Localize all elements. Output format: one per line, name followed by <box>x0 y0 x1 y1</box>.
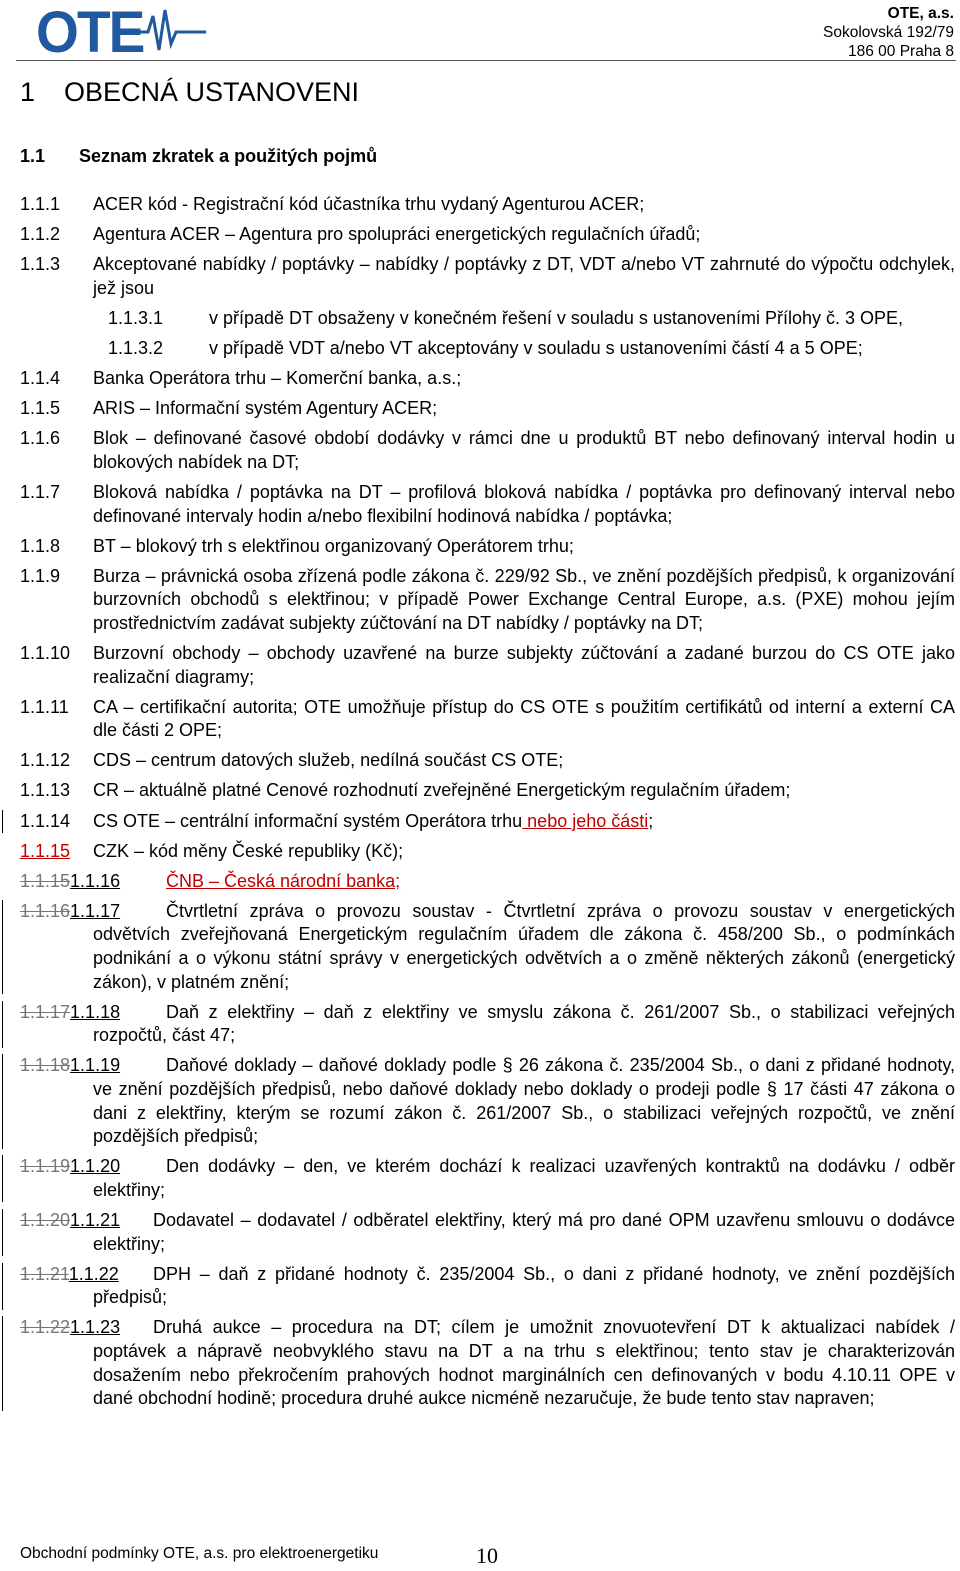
item-text: Daň z elektřiny – daň z elektřiny ve smyslu zákona č. 261/2007 Sb., o stabilizaci veřejných rozpočtů, část 47; <box>93 1001 955 1046</box>
sub-list-item <box>20 307 955 331</box>
section-number: 1 <box>20 77 36 107</box>
svg-text:OTE: OTE <box>36 2 144 58</box>
item-text: Dodavatel – dodavatel / odběratel elektřiny, který má pro dané OPM uzavřenu smlouvu o dodávce elektřiny; <box>93 1209 955 1254</box>
item-number: 1.1.3 <box>20 254 61 275</box>
list-item <box>20 253 955 300</box>
item-text <box>20 870 955 894</box>
section-heading <box>20 76 359 108</box>
inserted-text: nebo jeho části <box>522 810 649 831</box>
list-item <box>20 779 955 803</box>
list-item-revised <box>20 900 955 994</box>
item-number-revised <box>20 1316 120 1340</box>
list-item-revised <box>20 1155 955 1202</box>
list-item <box>20 696 955 743</box>
item-text: Banka Operátora trhu – Komerční banka, a.s.; <box>93 368 462 389</box>
subsection-number: 1.1 <box>20 146 46 166</box>
item-number: 1.1.8 <box>20 535 61 556</box>
list-item <box>20 367 955 391</box>
inserted-number: 1.1.16 <box>70 870 121 891</box>
item-text: CZK – kód měny České republiky (Kč); <box>93 840 404 861</box>
change-bar <box>2 1263 3 1310</box>
company-name: OTE, a.s. <box>887 5 954 22</box>
deleted-number: 1.1.19 <box>20 1156 71 1177</box>
list-item <box>20 193 955 217</box>
item-text: CDS – centrum datových služeb, nedílná součást CS OTE; <box>93 750 564 771</box>
list-item-revised <box>20 810 955 834</box>
list-item-revised <box>20 1001 955 1048</box>
page-footer: Obchodní podmínky OTE, a.s. pro elektroenergetiku <box>20 1545 379 1562</box>
address-street: Sokolovská 192/79 <box>823 24 954 41</box>
item-number: 1.1.4 <box>20 368 61 389</box>
inserted-number: 1.1.22 <box>68 1263 119 1284</box>
page-header <box>0 0 960 64</box>
deleted-number: 1.1.18 <box>20 1055 71 1076</box>
item-text-tail: ; <box>648 810 654 831</box>
item-number-inserted: 1.1.15 <box>20 840 71 861</box>
item-text: Den dodávky – den, ve kterém dochází k realizaci uzavřených kontraktů na dodávku / odběr elektřiny; <box>93 1156 955 1200</box>
list-item <box>20 642 955 689</box>
change-bar <box>2 1001 3 1048</box>
item-number-revised <box>20 870 120 894</box>
inserted-number: 1.1.18 <box>70 1001 121 1022</box>
item-text: Burzovní obchody – obchody uzavřené na burze subjekty zúčtování a zadané burzou do CS OTE jako realizační diagramy; <box>93 643 955 687</box>
item-text: Bloková nabídka / poptávka na DT – profilová bloková nabídka / poptávka pro definovaný interval nebo definované intervaly hodin a/nebo flexibilní hodinová nabídka / poptávka; <box>93 481 955 526</box>
item-text: Agentura ACER – Agentura pro spolupráci energetických regulačních úřadů; <box>93 224 701 245</box>
change-bar <box>2 810 3 834</box>
inserted-text: ČNB – Česká národní banka; <box>166 870 401 891</box>
list-item <box>20 535 955 559</box>
list-item-revised <box>20 870 955 894</box>
change-bar <box>2 1155 3 1202</box>
item-text <box>20 810 955 834</box>
ote-logo <box>36 2 208 63</box>
item-number: 1.1.2 <box>20 224 61 245</box>
list-item <box>20 481 955 528</box>
item-number: 1.1.1 <box>20 194 61 214</box>
section-title: OBECNÁ USTANOVENI <box>64 77 360 107</box>
list-item <box>20 565 955 636</box>
item-number-revised <box>20 1054 120 1078</box>
item-text: CR – aktuálně platné Cenové rozhodnutí zveřejněné Energetickým regulačním úřadem; <box>93 780 791 801</box>
item-number: 1.1.6 <box>20 428 61 449</box>
inserted-number: 1.1.20 <box>70 1156 121 1177</box>
list-item-revised <box>20 1316 955 1410</box>
item-text: Burza – právnická osoba zřízená podle zákona č. 229/92 Sb., ve znění pozdějších předpisů, k organizování burzovních obchodů s elektřinou; v případě Power Exchange Central Europe, a.s. (PXE) mohou jejím prostřednictvím zadávat subjekty zúčtování na DT nabídky / poptávky na DT; <box>93 565 955 633</box>
inserted-number: 1.1.17 <box>70 900 121 921</box>
list-item <box>20 223 955 247</box>
definitions-list <box>20 193 955 1417</box>
deleted-number: 1.1.16 <box>20 900 71 921</box>
change-bar <box>2 900 3 994</box>
item-text: v případě DT obsaženy v konečném řešení v souladu s ustanoveními Přílohy č. 3 OPE, <box>209 307 904 328</box>
change-bar <box>2 1054 3 1148</box>
company-address <box>823 4 954 61</box>
list-item-revised <box>20 1054 955 1148</box>
item-number: 1.1.7 <box>20 481 61 502</box>
item-text: ACER kód - Registrační kód účastníka trhu vydaný Agenturou ACER; <box>93 194 645 214</box>
item-number: 1.1.11 <box>20 696 69 717</box>
item-text: DPH – daň z přidané hodnoty č. 235/2004 Sb., o dani z přidané hodnoty, ve znění pozdějších předpisů; <box>93 1263 955 1308</box>
page-number: 10 <box>476 1543 498 1568</box>
deleted-number: 1.1.22 <box>20 1317 71 1338</box>
item-text: Blok – definované časové období dodávky v rámci dne u produktů BT nebo definovaný interval hodin u blokových nabídek na DT; <box>93 428 955 472</box>
item-number: 1.1.12 <box>20 750 71 771</box>
item-number: 1.1.10 <box>20 643 71 663</box>
item-text: Akceptované nabídky / poptávky – nabídky / poptávky z DT, VDT a/nebo VT zahrnuté do výpočtu odchylek, jež jsou <box>93 254 955 298</box>
inserted-number: 1.1.21 <box>70 1209 121 1230</box>
item-text: Čtvrtletní zpráva o provozu soustav - Čtvrtletní zpráva o provozu soustav v energetických odvětvích zveřejňovaná Energetickým regulačním úřadem dle zákona č. 458/200 Sb., o podmínkách podnikání a o výkonu státní správy v energetických odvětvích a o změně některých zákonů (energetický zákon), v platném znění; <box>93 900 955 992</box>
address-city: 186 00 Praha 8 <box>847 43 954 60</box>
item-text: Daňové doklady – daňové doklady podle § 26 zákona č. 235/2004 Sb., o dani z přidané hodnoty, ve znění pozdějších předpisů, nebo daňové doklady nebo doklady o prodeji podle § 17 části 47 zákona o dani z elektřiny, kterým se rozumí zákon č. 261/2007 Sb., o stabilizaci veřejných rozpočtů, ve znění pozdějších předpisů; <box>93 1055 955 1147</box>
deleted-number: 1.1.17 <box>20 1001 71 1022</box>
list-item-inserted <box>20 840 955 864</box>
change-bar <box>2 1209 3 1256</box>
deleted-number: 1.1.20 <box>20 1209 71 1230</box>
item-number: 1.1.3.1 <box>108 307 164 328</box>
list-item-revised <box>20 1209 955 1256</box>
item-number: 1.1.9 <box>20 565 61 586</box>
header-rule <box>16 60 956 61</box>
item-number: 1.1.3.2 <box>108 337 164 358</box>
change-bar <box>2 1316 3 1410</box>
item-number-revised <box>20 1209 120 1233</box>
list-item <box>20 749 955 773</box>
subsection-title: Seznam zkratek a použitých pojmů <box>79 146 378 166</box>
item-text: v případě VDT a/nebo VT akceptovány v souladu s ustanoveními částí 4 a 5 OPE; <box>209 337 863 358</box>
item-number: 1.1.5 <box>20 398 61 419</box>
item-number-revised <box>20 1263 119 1287</box>
item-text: CA – certifikační autorita; OTE umožňuje přístup do CS OTE s použitím certifikátů od interní a externí CA dle části 2 OPE; <box>93 696 955 741</box>
item-text: BT – blokový trh s elektřinou organizovaný Operátorem trhu; <box>93 535 574 556</box>
list-item-revised <box>20 1263 955 1310</box>
list-item <box>20 397 955 421</box>
item-number-revised <box>20 1001 120 1025</box>
inserted-number: 1.1.23 <box>70 1317 121 1338</box>
item-number: 1.1.14 <box>20 810 71 831</box>
list-item <box>20 427 955 474</box>
deleted-number: 1.1.21 <box>20 1263 69 1284</box>
item-text-main: CS OTE – centrální informační systém Operátora trhu <box>93 810 523 831</box>
sub-list-item <box>20 337 955 361</box>
deleted-number: 1.1.15 <box>20 870 71 891</box>
item-text: Druhá aukce – procedura na DT; cílem je umožnit znovuotevření DT k aktualizaci nabídek / poptávek a nápravě neobvyklého stavu na DT a na trhu s elektřinou; tento stav je charakterizován dosažením nebo překročením prahových hodnot marginálních cen definovaných v bodu 4.10.11 OPE v dané obchodní hodině; procedura druhé aukce nicméně nezaručuje, že bude tento stav napraven; <box>93 1317 955 1409</box>
subsection-heading <box>20 146 377 167</box>
item-number-revised <box>20 1155 120 1179</box>
item-number: 1.1.13 <box>20 780 71 801</box>
inserted-number: 1.1.19 <box>70 1055 121 1076</box>
item-number-revised <box>20 900 120 924</box>
item-text: ARIS – Informační systém Agentury ACER; <box>93 398 438 419</box>
